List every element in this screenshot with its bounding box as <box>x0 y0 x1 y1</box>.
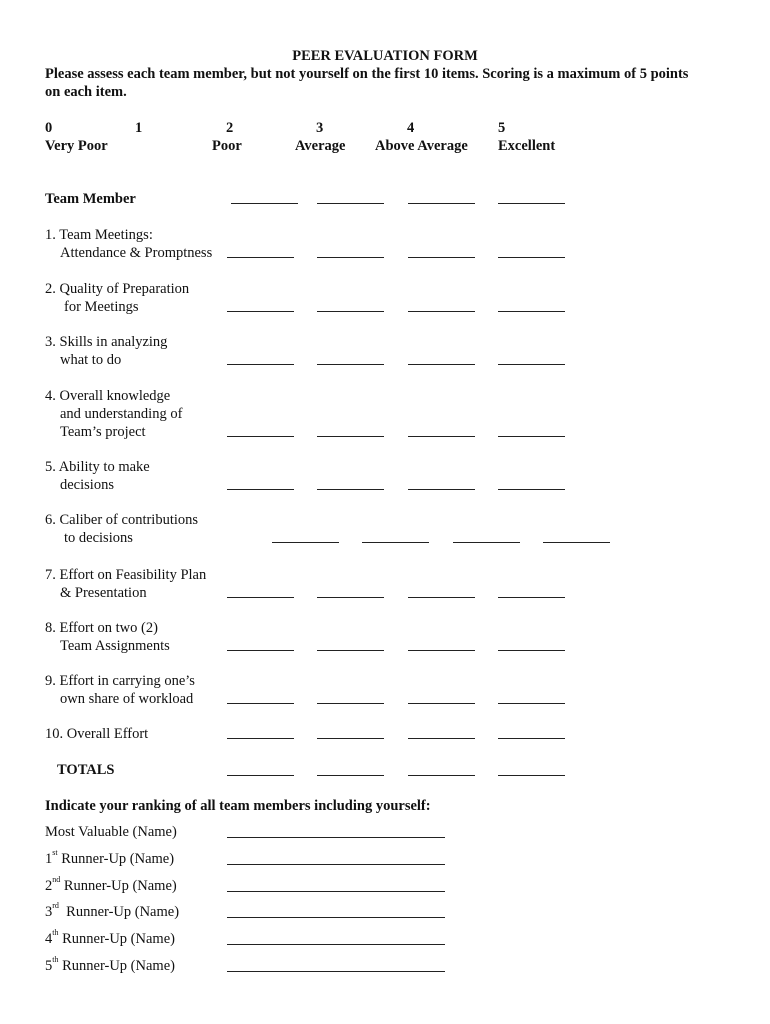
totals-label: TOTALS <box>57 762 115 778</box>
item-3-score-blank-2[interactable] <box>317 364 384 365</box>
ranking-row-2-prefix: 1 <box>45 851 53 867</box>
item-1-label-line-1: 1. Team Meetings: <box>45 227 153 243</box>
item-10-score-blank-4[interactable] <box>498 738 565 739</box>
item-2-score-blank-2[interactable] <box>317 311 384 312</box>
item-7-label-line-2: & Presentation <box>60 585 147 601</box>
ranking-heading: Indicate your ranking of all team members including yourself: <box>45 798 431 814</box>
scale-number-4: 4 <box>407 120 415 136</box>
total-score-blank-4[interactable] <box>498 775 565 776</box>
item-3-label-line-2: what to do <box>60 352 122 368</box>
ranking-row-6-label <box>45 957 175 975</box>
item-2-label-line-2: for Meetings <box>64 299 139 315</box>
ranking-row-5-prefix: 4 <box>45 931 53 947</box>
item-6-score-blank-4[interactable] <box>543 542 610 543</box>
item-4-score-blank-2[interactable] <box>317 436 384 437</box>
item-2-score-blank-3[interactable] <box>408 311 475 312</box>
item-7-score-blank-3[interactable] <box>408 597 475 598</box>
item-8-label-line-2: Team Assignments <box>60 638 170 654</box>
item-8-score-blank-3[interactable] <box>408 650 475 651</box>
item-10-score-blank-3[interactable] <box>408 738 475 739</box>
scale-number-1: 1 <box>135 120 143 136</box>
item-9-label-line-2: own share of workload <box>60 691 194 707</box>
ranking-row-3-suffix: Runner-Up (Name) <box>60 878 177 894</box>
item-4-score-blank-4[interactable] <box>498 436 565 437</box>
ranking-row-2-ordinal-suffix: st <box>52 848 58 857</box>
item-9-score-blank-4[interactable] <box>498 703 565 704</box>
item-7-label-line-1: 7. Effort on Feasibility Plan <box>45 567 207 583</box>
item-8-score-blank-1[interactable] <box>227 650 294 651</box>
item-1-score-blank-2[interactable] <box>317 257 384 258</box>
team-member-name-blank-3[interactable] <box>408 203 475 204</box>
item-8-score-blank-4[interactable] <box>498 650 565 651</box>
item-1-score-blank-1[interactable] <box>227 257 294 258</box>
item-9-score-blank-2[interactable] <box>317 703 384 704</box>
total-score-blank-1[interactable] <box>227 775 294 776</box>
item-6-score-blank-3[interactable] <box>453 542 520 543</box>
item-7-score-blank-1[interactable] <box>227 597 294 598</box>
item-6-label-line-2: to decisions <box>64 530 133 546</box>
item-3-label-line-1: 3. Skills in analyzing <box>45 334 168 350</box>
item-7-score-blank-2[interactable] <box>317 597 384 598</box>
ranking-row-2-name-blank[interactable] <box>227 864 445 865</box>
scale-label-excellent: Excellent <box>498 138 556 154</box>
item-2-label-line-1: 2. Quality of Preparation <box>45 281 190 297</box>
scale-label-average: Average <box>295 138 346 154</box>
ranking-row-5-ordinal-suffix: th <box>52 928 59 937</box>
scale-number-5: 5 <box>498 120 506 136</box>
item-1-score-blank-4[interactable] <box>498 257 565 258</box>
ranking-row-3-prefix: 2 <box>45 878 53 894</box>
item-7-score-blank-4[interactable] <box>498 597 565 598</box>
item-4-score-blank-3[interactable] <box>408 436 475 437</box>
total-score-blank-2[interactable] <box>317 775 384 776</box>
item-9-score-blank-3[interactable] <box>408 703 475 704</box>
item-3-score-blank-4[interactable] <box>498 364 565 365</box>
item-6-score-blank-1[interactable] <box>272 542 339 543</box>
item-10-score-blank-2[interactable] <box>317 738 384 739</box>
item-5-label-line-2: decisions <box>60 477 114 493</box>
item-3-score-blank-1[interactable] <box>227 364 294 365</box>
item-4-score-blank-1[interactable] <box>227 436 294 437</box>
ranking-row-2-suffix: Runner-Up (Name) <box>57 851 175 867</box>
item-5-score-blank-2[interactable] <box>317 489 384 490</box>
item-5-score-blank-1[interactable] <box>227 489 294 490</box>
ranking-row-5-suffix: Runner-Up (Name) <box>58 931 175 947</box>
ranking-row-4-prefix: 3 <box>45 904 53 920</box>
ranking-row-6-suffix: Runner-Up (Name) <box>58 958 175 974</box>
team-member-name-blank-2[interactable] <box>317 203 384 204</box>
item-9-label-line-1: 9. Effort in carrying one’s <box>45 673 195 689</box>
ranking-row-6-ordinal-suffix: th <box>52 955 59 964</box>
item-10-label-line-1: 10. Overall Effort <box>45 726 149 742</box>
total-score-blank-3[interactable] <box>408 775 475 776</box>
item-2-score-blank-1[interactable] <box>227 311 294 312</box>
ranking-row-4-label <box>45 903 179 921</box>
item-1-label-line-2: Attendance & Promptness <box>60 245 213 261</box>
ranking-row-3-ordinal-suffix: nd <box>52 875 61 884</box>
scale-label-very-poor: Very Poor <box>45 138 108 154</box>
ranking-row-6-name-blank[interactable] <box>227 971 445 972</box>
item-6-label-line-1: 6. Caliber of contributions <box>45 512 199 528</box>
ranking-row-5-label <box>45 930 175 948</box>
ranking-row-4-suffix: Runner-Up (Name) <box>58 904 180 920</box>
page-title: PEER EVALUATION FORM <box>292 48 478 64</box>
team-member-name-blank-4[interactable] <box>498 203 565 204</box>
scale-label-above-average: Above Average <box>375 138 468 154</box>
ranking-row-4-name-blank[interactable] <box>227 917 445 918</box>
team-member-name-blank-1[interactable] <box>231 203 298 204</box>
item-8-label-line-1: 8. Effort on two (2) <box>45 620 158 636</box>
item-1-score-blank-3[interactable] <box>408 257 475 258</box>
ranking-row-1-label <box>45 823 177 841</box>
ranking-row-6-prefix: 5 <box>45 958 53 974</box>
item-10-score-blank-1[interactable] <box>227 738 294 739</box>
ranking-row-3-label <box>45 877 177 895</box>
instructions-line-1: Please assess each team member, but not yourself on the first 10 items. Scoring is a maximum of 5 points <box>45 66 689 82</box>
scale-number-3: 3 <box>316 120 324 136</box>
ranking-row-1-name-blank[interactable] <box>227 837 445 838</box>
item-5-score-blank-4[interactable] <box>498 489 565 490</box>
ranking-row-1-prefix: Most Valuable (Name) <box>45 824 177 840</box>
ranking-row-3-name-blank[interactable] <box>227 891 445 892</box>
scale-number-0: 0 <box>45 120 53 136</box>
team-member-label: Team Member <box>45 191 136 207</box>
item-5-score-blank-3[interactable] <box>408 489 475 490</box>
item-3-score-blank-3[interactable] <box>408 364 475 365</box>
ranking-row-2-label <box>45 850 174 868</box>
instructions-line-2: on each item. <box>45 84 127 100</box>
scale-number-2: 2 <box>226 120 234 136</box>
ranking-row-5-name-blank[interactable] <box>227 944 445 945</box>
item-4-label-line-3: Team’s project <box>60 424 146 440</box>
ranking-row-4-ordinal-suffix: rd <box>52 901 59 910</box>
item-4-label-line-2: and understanding of <box>60 406 183 422</box>
item-5-label-line-1: 5. Ability to make <box>45 459 150 475</box>
scale-label-poor: Poor <box>212 138 242 154</box>
item-4-label-line-1: 4. Overall knowledge <box>45 388 171 404</box>
item-6-score-blank-2[interactable] <box>362 542 429 543</box>
item-8-score-blank-2[interactable] <box>317 650 384 651</box>
item-2-score-blank-4[interactable] <box>498 311 565 312</box>
item-9-score-blank-1[interactable] <box>227 703 294 704</box>
